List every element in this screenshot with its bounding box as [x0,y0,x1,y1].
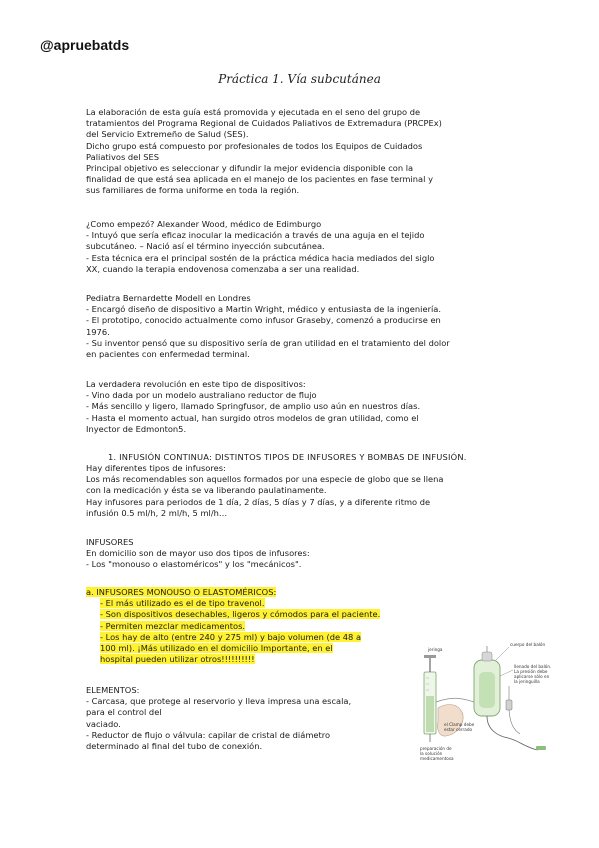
history-line: La verdadera revolución en este tipo de dispositivos: [86,379,306,389]
history-line: XX, cuando la terapia endovenosa comenzaba a ser una realidad. [86,263,360,274]
history-line: 1976. [86,326,110,337]
history-line: subcutáneo. – Nació así el término inyección subcutánea. [86,241,325,252]
infusores-line: - Los "monouso o elastoméricos" y los "mecánicos". [86,559,302,570]
history-revolution [86,379,518,435]
section1-line: Los más recomendables son aquellos formados por una especie de globo que se llena [86,474,444,485]
section1-line: con la medicación y ésta se va liberando paulatinamente. [86,485,327,496]
history-line: - Su inventor pensó que su dispositivo sería de gran utilidad en el tratamiento del dolor [86,337,450,348]
elementos-line: ELEMENTOS: [86,685,140,695]
history-line: ¿Como empezó? Alexander Wood, médico de Edimburgo [86,219,322,229]
history-line: - Esta técnica era el principal sostén de la práctica médica hacia mediados del siglo [86,252,435,263]
section1-line: Hay infusores para periodos de 1 día, 2 días, 5 días y 7 días, y a diferente ritmo de [86,496,431,507]
intro-line: Principal objetivo es seleccionar y difundir la mejor evidencia disponible con la [86,163,414,174]
history-line: - Hasta el momento actual, han surgido otros modelos de gran utilidad, como el [86,412,419,423]
highlight-line: hospital pueden utilizar otros!!!!!!!!!! [100,654,255,665]
section1-line: infusión 0.5 ml/h, 2 ml/h, 5 ml/h… [86,507,228,518]
label-cuerpo: cuerpo del balón [510,642,546,647]
history-modell [86,293,518,360]
history-line: en pacientes con enfermedad terminal. [86,349,250,360]
label-prep-3: medicamentosa [420,756,454,761]
history-line: Inyector de Edmonton5. [86,423,187,434]
highlight-line: - El más utilizado es el de tipo travenol. [100,598,265,609]
history-line: - Encargó diseño de dispositivo a Martin Wright, médico y entusiasta de la ingeniería. [86,304,442,315]
highlight-line: - Son dispositivos desechables, ligeros y cómodos para el paciente. [100,609,381,620]
label-llenado-4: la jeringuilla [514,679,540,684]
history-wood [86,219,518,275]
syringe-graphic [424,655,436,742]
infusor-illustration [414,638,554,764]
elementos-line: determinado al final del tubo de conexión. [86,741,263,752]
elementos-line: vaciado. [86,718,121,729]
balloon-device-graphic [474,646,546,750]
intro-line: Dicho grupo está compuesto por profesionales de todos los Equipos de Cuidados [86,140,423,151]
intro-line: sus familiares de forma uniforme en toda la región. [86,185,300,196]
label-prep-2: la solución [420,751,443,756]
history-line: - Intuyó que sería eficaz inocular la medicación a través de una aguja en el tejido [86,230,425,241]
section-heading: 1. INFUSIÓN CONTINUA: DISTINTOS TIPOS DE INFUSORES Y BOMBAS DE INFUSIÓN. [108,452,467,462]
label-prep-1: preparación de [420,746,452,751]
subsection-heading: a. INFUSORES MONOUSO O ELASTOMÉRICOS: [86,587,277,597]
history-line: - El prototipo, conocido actualmente como infusor Graseby, comenzó a producirse en [86,315,441,326]
section1-line: Hay diferentes tipos de infusores: [86,463,226,473]
watermark: @apruebatds [40,37,130,53]
elementos-line: - Reductor de flujo o válvula: capilar de cristal de diámetro [86,729,331,740]
intro-line: Paliativos del SES [86,151,160,162]
highlight-line: - Los hay de alto (entre 240 y 275 ml) y bajo volumen (de 48 a [100,631,362,642]
page-title: Práctica 1. Vía subcutánea [218,72,381,86]
section1-body [86,463,518,519]
label-llenado-2: La presión debe [514,669,548,674]
label-jeringa: jeringa [428,647,443,652]
label-llenado-1: llenado del balón. [514,664,552,669]
intro-line: La elaboración de esta guía está promovida y ejecutada en el seno del grupo de [86,107,421,117]
intro-line: finalidad de que está sea aplicada en el manejo de los pacientes en fase terminal y [86,174,433,185]
intro-paragraph [86,107,518,197]
intro-line: del Servicio Extremeño de Salud (SES). [86,129,249,140]
elementos-line: - Carcasa, que protege al reservorio y lleva impresa una escala, [86,696,352,707]
infusores-line: INFUSORES [86,537,134,547]
history-line: Pediatra Bernardette Modell en Londres [86,293,251,303]
label-clamp-1: el Clamp debe [444,722,475,727]
infusores-line: En domicilio son de mayor uso dos tipos de infusores: [86,548,310,559]
label-llenado-3: aplicarse sólo en [514,674,550,679]
label-clamp-2: estar cerrado [444,727,473,732]
highlight-line: 100 ml). ¡Más utilizado en el domicilio Importante, en el [100,643,333,654]
elementos-line: para el control del [86,707,162,718]
history-line: - Más sencillo y ligero, llamado Springfusor, de amplio uso aún en nuestros días. [86,401,421,412]
highlight-line: - Permiten mezclar medicamentos. [100,620,246,631]
infusores-body [86,537,518,571]
intro-line: tratamientos del Programa Regional de Cuidados Paliativos de Extremadura (PRCPEx) [86,118,442,129]
history-line: - Vino dada por un modelo australiano reductor de flujo [86,390,317,401]
elementos-body [86,685,406,752]
